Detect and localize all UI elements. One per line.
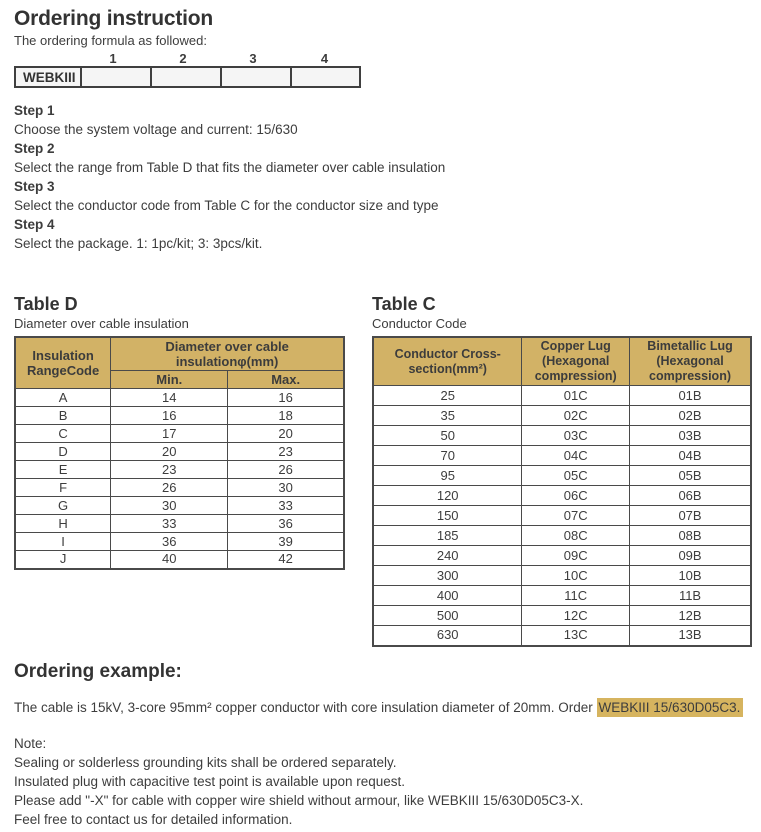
- tables-section: [14, 293, 752, 647]
- cell: 12B: [630, 606, 751, 626]
- cell: I: [15, 533, 111, 551]
- table-row: [15, 461, 344, 479]
- table-d-header-min: Min.: [111, 371, 228, 389]
- cell: 04C: [522, 446, 630, 466]
- table-d-header-range-code: Insulation RangeCode: [15, 337, 111, 389]
- cell: H: [15, 515, 111, 533]
- table-row: [15, 551, 344, 569]
- step-2-label: Step 2: [14, 141, 55, 156]
- formula-blank-cell-4: [290, 68, 363, 86]
- steps-section: [14, 101, 752, 253]
- cell: 07C: [522, 506, 630, 526]
- table-c-header: [373, 337, 751, 386]
- table-row: [373, 606, 751, 626]
- cell: 08C: [522, 526, 630, 546]
- note-section: [14, 734, 752, 829]
- table-row: [373, 566, 751, 586]
- formula-blank-cell-2: [150, 68, 220, 86]
- cell: 02C: [522, 406, 630, 426]
- cell: A: [15, 389, 111, 407]
- step-4-text: Select the package. 1: 1pc/kit; 3: 3pcs/kit.: [14, 236, 263, 251]
- note-line-4: Feel free to contact us for detailed information.: [14, 811, 293, 827]
- table-c-title: Table C: [372, 294, 436, 314]
- step-3-label: Step 3: [14, 179, 55, 194]
- step-1-text: Choose the system voltage and current: 15/630: [14, 122, 298, 137]
- formula-position-1: 1: [109, 51, 117, 66]
- table-row: [15, 337, 344, 371]
- table-row: [373, 526, 751, 546]
- table-d-header-max: Max.: [228, 371, 344, 389]
- table-c-body: [373, 386, 751, 646]
- table-row: [373, 466, 751, 486]
- cell: 06B: [630, 486, 751, 506]
- formula-position-2: 2: [179, 51, 187, 66]
- cell: 04B: [630, 446, 751, 466]
- cell: 07B: [630, 506, 751, 526]
- table-d-block: [14, 293, 345, 570]
- formula-blank-cell-1: [80, 68, 150, 86]
- cell: B: [15, 407, 111, 425]
- note-line-1: Sealing or solderless grounding kits shall be ordered separately.: [14, 754, 397, 770]
- table-d: [14, 336, 345, 570]
- step-2-text: Select the range from Table D that fits the diameter over cable insulation: [14, 160, 446, 175]
- step-1-label: Step 1: [14, 103, 55, 118]
- cell: 26: [111, 479, 228, 497]
- cell: 13C: [522, 626, 630, 646]
- cell: 70: [373, 446, 522, 466]
- example-sentence: The cable is 15kV, 3-core 95mm² copper conductor with core insulation diameter of 20mm. Order: [14, 699, 597, 715]
- table-row: [373, 546, 751, 566]
- table-row: [373, 506, 751, 526]
- cell: J: [15, 551, 111, 569]
- table-row: [373, 446, 751, 466]
- cell: 50: [373, 426, 522, 446]
- cell: 10B: [630, 566, 751, 586]
- cell: 11B: [630, 586, 751, 606]
- table-row: [373, 426, 751, 446]
- cell: 20: [228, 425, 344, 443]
- cell: 17: [111, 425, 228, 443]
- note-label: Note:: [14, 735, 47, 751]
- cell: D: [15, 443, 111, 461]
- formula-prefix-cell: WEBKIII: [23, 69, 76, 85]
- table-d-title: Table D: [14, 294, 78, 314]
- table-row: [15, 407, 344, 425]
- cell: 185: [373, 526, 522, 546]
- cell: 23: [228, 443, 344, 461]
- table-row: [15, 515, 344, 533]
- order-code-highlight: WEBKIII 15/630D05C3.: [597, 698, 744, 717]
- cell: 03C: [522, 426, 630, 446]
- cell: 02B: [630, 406, 751, 426]
- cell: 36: [228, 515, 344, 533]
- cell: 11C: [522, 586, 630, 606]
- cell: 500: [373, 606, 522, 626]
- table-row: [15, 533, 344, 551]
- cell: 400: [373, 586, 522, 606]
- cell: 03B: [630, 426, 751, 446]
- ordering-example-title: Ordering example:: [14, 660, 182, 682]
- table-row: [373, 337, 751, 386]
- cell: 05C: [522, 466, 630, 486]
- table-c-header-copper-lug: Copper Lug (Hexagonal compression): [522, 337, 630, 386]
- cell: 35: [373, 406, 522, 426]
- table-c-header-bimetallic-lug: Bimetallic Lug (Hexagonal compression): [630, 337, 751, 386]
- table-d-header: [15, 337, 344, 389]
- table-row: [373, 386, 751, 406]
- cell: 26: [228, 461, 344, 479]
- cell: 08B: [630, 526, 751, 546]
- cell: F: [15, 479, 111, 497]
- table-d-subtitle: Diameter over cable insulation: [14, 316, 189, 331]
- table-c: [372, 336, 752, 647]
- cell: 33: [111, 515, 228, 533]
- table-row: [15, 443, 344, 461]
- cell: 42: [228, 551, 344, 569]
- cell: 150: [373, 506, 522, 526]
- table-row: [373, 486, 751, 506]
- table-row: [15, 497, 344, 515]
- cell: 10C: [522, 566, 630, 586]
- cell: 12C: [522, 606, 630, 626]
- step-4: [14, 215, 752, 253]
- cell: 09C: [522, 546, 630, 566]
- cell: 13B: [630, 626, 751, 646]
- cell: 95: [373, 466, 522, 486]
- step-3: [14, 177, 752, 215]
- cell: E: [15, 461, 111, 479]
- formula-intro-text: The ordering formula as followed:: [14, 33, 207, 48]
- cell: 25: [373, 386, 522, 406]
- note-line-2: Insulated plug with capacitive test point is available upon request.: [14, 773, 405, 789]
- step-1: [14, 101, 752, 139]
- formula-blank-cell-3: [220, 68, 290, 86]
- cell: 16: [228, 389, 344, 407]
- cell: 14: [111, 389, 228, 407]
- cell: 33: [228, 497, 344, 515]
- table-row: [373, 406, 751, 426]
- cell: 630: [373, 626, 522, 646]
- table-row: [373, 586, 751, 606]
- cell: 01C: [522, 386, 630, 406]
- cell: 05B: [630, 466, 751, 486]
- page-title: Ordering instruction: [14, 7, 214, 30]
- cell: 06C: [522, 486, 630, 506]
- cell: C: [15, 425, 111, 443]
- table-row: [15, 425, 344, 443]
- cell: 39: [228, 533, 344, 551]
- cell: 23: [111, 461, 228, 479]
- cell: 01B: [630, 386, 751, 406]
- cell: 120: [373, 486, 522, 506]
- note-line-3: Please add "-X" for cable with copper wire shield without armour, like WEBKIII 15/630D05C3-X.: [14, 792, 584, 808]
- cell: 18: [228, 407, 344, 425]
- step-4-label: Step 4: [14, 217, 55, 232]
- table-row: [15, 389, 344, 407]
- cell: 20: [111, 443, 228, 461]
- cell: 16: [111, 407, 228, 425]
- formula-number-spacer: [14, 51, 78, 66]
- cell: 40: [111, 551, 228, 569]
- cell: 30: [111, 497, 228, 515]
- cell: 240: [373, 546, 522, 566]
- cell: 09B: [630, 546, 751, 566]
- cell: 300: [373, 566, 522, 586]
- table-d-header-diameter: Diameter over cable insulationφ(mm): [111, 337, 344, 371]
- formula-position-4: 4: [320, 51, 329, 66]
- cell: G: [15, 497, 111, 515]
- table-row: [15, 479, 344, 497]
- cell: 30: [228, 479, 344, 497]
- table-c-subtitle: Conductor Code: [372, 316, 467, 331]
- table-row: [373, 626, 751, 646]
- table-d-body: [15, 389, 344, 569]
- ordering-example-text: [14, 699, 752, 717]
- formula-position-numbers: [14, 51, 361, 66]
- table-c-block: [372, 293, 752, 647]
- step-2: [14, 139, 752, 177]
- table-c-header-cross-section: Conductor Cross-section(mm²): [373, 337, 522, 386]
- formula-position-3: 3: [249, 51, 257, 66]
- step-3-text: Select the conductor code from Table C for the conductor size and type: [14, 198, 439, 213]
- ordering-formula-table: [14, 66, 361, 88]
- cell: 36: [111, 533, 228, 551]
